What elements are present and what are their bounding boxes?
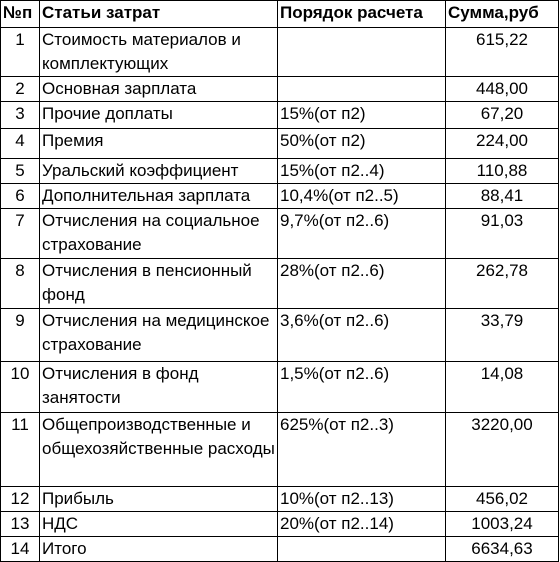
row-sum: 67,20	[446, 102, 559, 129]
row-calc: 1,5%(от п2..6)	[278, 362, 446, 413]
row-number: 13	[1, 512, 40, 537]
row-item: Отчисления в пенсионный фонд	[40, 259, 278, 309]
table-row	[1, 487, 559, 512]
row-sum: 448,00	[446, 77, 559, 102]
table-row	[1, 129, 559, 159]
row-calc: 625%(от п2..3)	[278, 413, 446, 487]
table-row	[1, 537, 559, 562]
row-calc: 15%(от п2..4)	[278, 159, 446, 184]
row-number: 3	[1, 102, 40, 129]
row-item: Прибыль	[40, 487, 278, 512]
row-calc: 10%(от п2..13)	[278, 487, 446, 512]
row-number: 2	[1, 77, 40, 102]
row-item: Итого	[40, 537, 278, 562]
row-calc: 50%(от п2)	[278, 129, 446, 159]
table-row	[1, 159, 559, 184]
row-calc	[278, 537, 446, 562]
row-item: НДС	[40, 512, 278, 537]
row-sum: 14,08	[446, 362, 559, 413]
row-item: Отчисления на социальное страхование	[40, 209, 278, 259]
table-row	[1, 309, 559, 362]
row-sum: 33,79	[446, 309, 559, 362]
row-calc: 10,4%(от п2..5)	[278, 184, 446, 209]
header-item: Статьи затрат	[40, 1, 278, 28]
row-number: 6	[1, 184, 40, 209]
table-row	[1, 28, 559, 77]
row-calc: 9,7%(от п2..6)	[278, 209, 446, 259]
row-item: Отчисления на медицинское страхование	[40, 309, 278, 362]
row-number: 11	[1, 413, 40, 487]
row-item: Премия	[40, 129, 278, 159]
table-row	[1, 77, 559, 102]
table-row	[1, 184, 559, 209]
row-sum: 3220,00	[446, 413, 559, 487]
row-item: Дополнительная зарплата	[40, 184, 278, 209]
header-sum: Сумма,руб	[446, 1, 559, 28]
row-number: 5	[1, 159, 40, 184]
row-number: 4	[1, 129, 40, 159]
header-number: №п	[1, 1, 40, 28]
row-item: Стоимость материалов и комплектующих	[40, 28, 278, 77]
row-item: Общепроизводственные и общехозяйственные расходы	[40, 413, 278, 487]
row-item: Основная зарплата	[40, 77, 278, 102]
row-calc: 28%(от п2..6)	[278, 259, 446, 309]
row-calc: 15%(от п2)	[278, 102, 446, 129]
row-sum: 91,03	[446, 209, 559, 259]
row-sum: 224,00	[446, 129, 559, 159]
table-row	[1, 413, 559, 487]
table-row	[1, 362, 559, 413]
row-calc: 20%(от п2..14)	[278, 512, 446, 537]
row-number: 12	[1, 487, 40, 512]
row-item: Уральский коэффициент	[40, 159, 278, 184]
table-row	[1, 102, 559, 129]
row-sum: 262,78	[446, 259, 559, 309]
row-number: 8	[1, 259, 40, 309]
row-item: Отчисления в фонд занятости	[40, 362, 278, 413]
table-row	[1, 512, 559, 537]
row-number: 1	[1, 28, 40, 77]
row-sum: 1003,24	[446, 512, 559, 537]
row-number: 14	[1, 537, 40, 562]
row-sum: 110,88	[446, 159, 559, 184]
row-calc	[278, 77, 446, 102]
row-sum: 615,22	[446, 28, 559, 77]
header-calc: Порядок расчета	[278, 1, 446, 28]
row-calc: 3,6%(от п2..6)	[278, 309, 446, 362]
row-sum: 88,41	[446, 184, 559, 209]
table-row	[1, 259, 559, 309]
table-row	[1, 209, 559, 259]
row-number: 9	[1, 309, 40, 362]
row-number: 10	[1, 362, 40, 413]
row-number: 7	[1, 209, 40, 259]
row-calc	[278, 28, 446, 77]
header-row	[1, 1, 559, 28]
row-sum: 456,02	[446, 487, 559, 512]
row-sum: 6634,63	[446, 537, 559, 562]
row-item: Прочие доплаты	[40, 102, 278, 129]
